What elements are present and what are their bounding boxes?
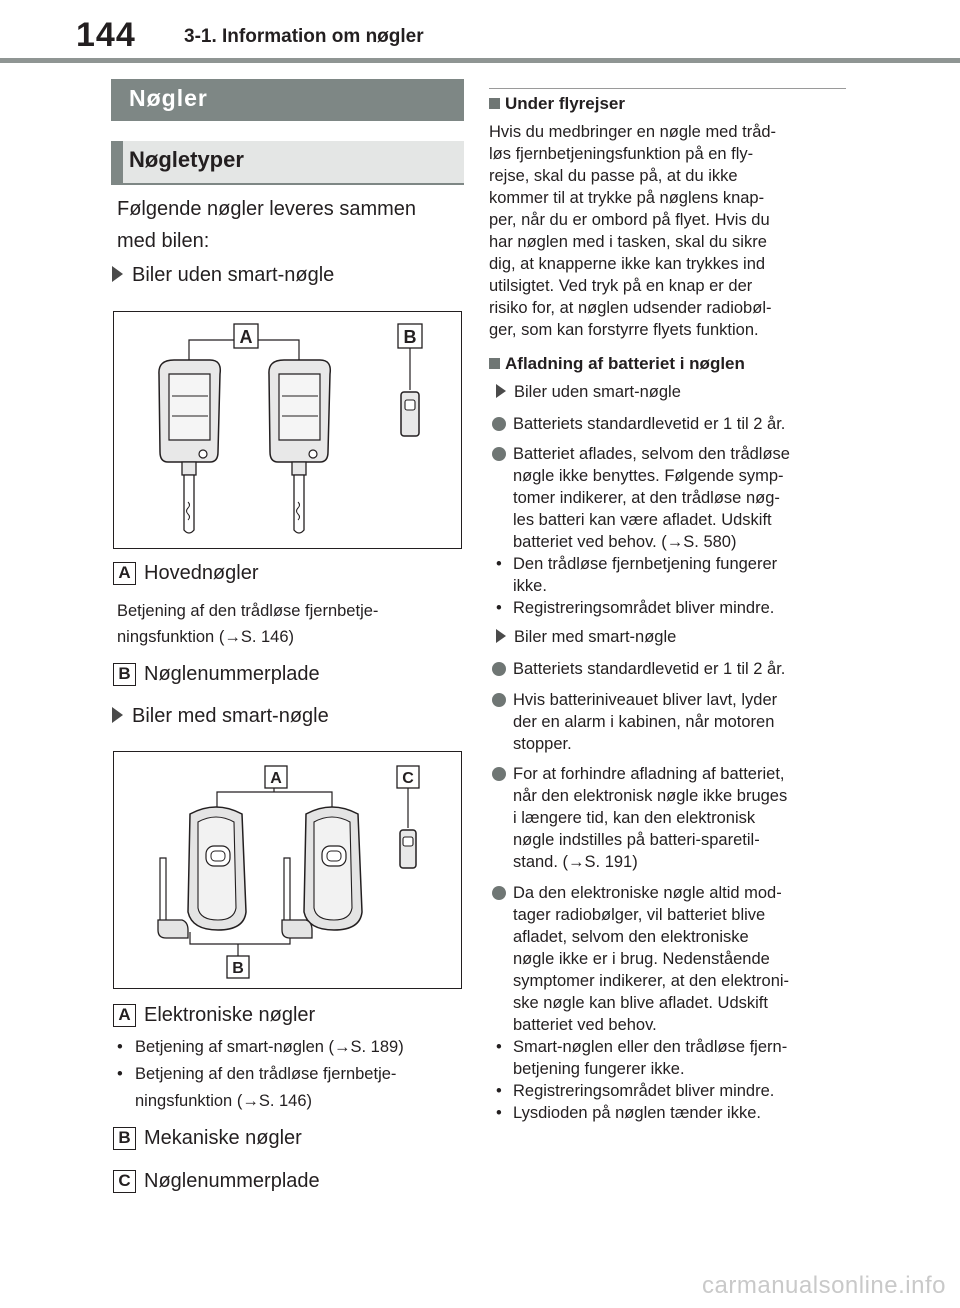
electronic-key-1 xyxy=(188,807,246,930)
line: stand. (→S. 191) xyxy=(513,853,638,871)
badge-b: B xyxy=(113,1127,136,1150)
legend-item-key-plate xyxy=(113,663,320,686)
circle-bullet-icon xyxy=(492,447,506,461)
line: batteriet ved behov. xyxy=(513,1016,657,1034)
circle-bullet-icon xyxy=(492,693,506,707)
figure-keys-with-smart-key xyxy=(113,751,462,989)
line: Registreringsområdet bliver mindre. xyxy=(513,599,775,617)
group2-title: Biler med smart-nøgle xyxy=(132,705,329,727)
note-line-2: ningsfunktion (→S. 146) xyxy=(117,628,295,646)
line: kommer til at trykke på nøglens knap- xyxy=(489,189,765,207)
intro-line-1: Følgende nøgler leveres sammen xyxy=(117,198,417,220)
square-bullet-icon xyxy=(489,98,500,109)
bullet-text: Betjening af den trådløse fjernbetje- xyxy=(135,1065,397,1083)
circle-item-2 xyxy=(489,443,849,553)
badge-a: A xyxy=(113,1004,136,1027)
badge-b: B xyxy=(113,663,136,686)
line: For at forhindre afladning af batteriet, xyxy=(513,765,785,783)
line: utilsigtet. Ved tryk på en knap er der xyxy=(489,277,753,295)
key-number-plate xyxy=(401,392,419,436)
circle-bullet-icon xyxy=(492,417,506,431)
group1-heading xyxy=(112,264,334,287)
page-header xyxy=(0,0,960,68)
right-column-rule xyxy=(489,88,846,89)
legend-item-mechanical-keys xyxy=(113,1127,302,1150)
line: nøgle indstilles på batteri-sparetil- xyxy=(513,831,760,849)
circle-bullet-icon xyxy=(492,886,506,900)
fig2-label-b: B xyxy=(232,960,244,977)
line: Batteriet aflades, selvom den trådløse xyxy=(513,445,790,463)
line: Lysdioden på nøglen tænder ikke. xyxy=(513,1104,761,1122)
triangle-bullet-icon xyxy=(496,629,506,643)
watermark: carmanualsonline.info xyxy=(702,1272,946,1299)
legend-item-electronic-keys xyxy=(113,1004,315,1027)
chapter-title: 3-1. Information om nøgler xyxy=(184,26,424,47)
circle-item-6 xyxy=(489,882,849,1036)
line: Den trådløse fjernbetjening fungerer xyxy=(513,555,778,573)
label-key-plate-2: Nøglenummerplade xyxy=(144,1170,320,1192)
line: i længere tid, kan den elektronisk xyxy=(513,809,756,827)
dot-item-3: • Smart-nøglen eller den trådløse fjern- betjening fungerer ikke. xyxy=(489,1036,849,1080)
label-mechanical-keys: Mekaniske nøgler xyxy=(144,1127,302,1149)
line: Batteriets standardlevetid er 1 til 2 år. xyxy=(513,660,786,678)
line: Da den elektroniske nøgle altid mod- xyxy=(513,884,782,902)
line: der en alarm i kabinen, når motoren xyxy=(513,713,775,731)
line: dig, at knapperne ikke kan trykkes ind xyxy=(489,255,766,273)
line: Batteriets standardlevetid er 1 til 2 år. xyxy=(513,415,786,433)
bullet-text: Betjening af smart-nøglen (→S. 189) xyxy=(135,1038,404,1056)
line: nøgle ikke er i brug. Nedenstående xyxy=(513,950,770,968)
line: ske nøgle kan blive afladet. Udskift xyxy=(513,994,768,1012)
page-number: 144 xyxy=(76,16,136,54)
section-title: Nøgler xyxy=(129,85,208,111)
label-main-keys: Hovednøgler xyxy=(144,562,259,584)
square-bullet-icon xyxy=(489,358,500,369)
line: symptomer indikerer, at den elektroni- xyxy=(513,972,790,990)
sub2-text: Biler med smart-nøgle xyxy=(514,628,677,646)
circle-item-3 xyxy=(489,658,849,680)
fig2-label-c: C xyxy=(402,770,414,787)
line: rejse, skal du passe på, at du ikke xyxy=(489,167,738,185)
triangle-bullet-icon xyxy=(112,266,123,282)
label-electronic-keys: Elektroniske nøgler xyxy=(144,1004,316,1026)
heading-battery xyxy=(489,354,745,374)
legend-item-key-plate-2 xyxy=(113,1170,320,1193)
line: ikke. xyxy=(513,577,547,595)
line: Hvis batteriniveauet bliver lavt, lyder xyxy=(513,691,778,709)
main-key-2 xyxy=(269,360,330,533)
sub-heading-without-smart xyxy=(496,383,681,402)
fig1-label-a: A xyxy=(239,327,253,347)
bullet-wireless-remote-cont: ningsfunktion (→S. 146) xyxy=(135,1092,313,1110)
line: når den elektronisk nøgle ikke bruges xyxy=(513,787,788,805)
line: les batteri kan være afladet. Udskift xyxy=(513,511,772,529)
triangle-bullet-icon xyxy=(112,707,123,723)
key-number-plate-2 xyxy=(400,830,416,868)
line: har nøglen med i tasken, skal du sikre xyxy=(489,233,767,251)
line: risiko for, at nøglen udsender radiobøl- xyxy=(489,299,772,317)
section-title-bar xyxy=(111,79,464,121)
line: tager radiobølger, vil batteriet blive xyxy=(513,906,766,924)
header-rule xyxy=(0,58,960,63)
badge-c: C xyxy=(113,1170,136,1193)
line: stopper. xyxy=(513,735,572,753)
mechanical-key-1 xyxy=(158,858,188,938)
intro-line-2: med bilen: xyxy=(117,230,210,252)
line: Hvis du medbringer en nøgle med tråd- xyxy=(489,123,777,141)
heading-flights-text: Under flyrejser xyxy=(505,94,625,113)
dot-item-4: • Registreringsområdet bliver mindre. xyxy=(489,1080,849,1102)
badge-a: A xyxy=(113,562,136,585)
heading-battery-text: Afladning af batteriet i nøglen xyxy=(505,354,745,373)
line: batteriet ved behov. (→S. 580) xyxy=(513,533,737,551)
subsection-title: Nøgletyper xyxy=(129,147,244,172)
dot-item-1: • Den trådløse fjernbetjening fungerer ikke. xyxy=(489,553,849,597)
line: tomer indikerer, at den trådløse nøg- xyxy=(513,489,780,507)
line: Registreringsområdet bliver mindre. xyxy=(513,1082,775,1100)
bullet-wireless-remote: • Betjening af den trådløse fjernbetje- xyxy=(117,1065,397,1083)
line: løs fjernbetjeningsfunktion på en fly- xyxy=(489,145,754,163)
figure-keys-without-smart-key xyxy=(113,311,462,549)
label-key-plate: Nøglenummerplade xyxy=(144,663,320,685)
fig2-label-a: A xyxy=(270,770,282,787)
paragraph-flights xyxy=(489,121,849,341)
note-line-1: Betjening af den trådløse fjernbetje- xyxy=(117,602,379,620)
fig1-label-b: B xyxy=(403,327,417,347)
group2-heading xyxy=(112,705,329,728)
subsection-title-bar xyxy=(111,141,464,185)
line: per, når du er ombord på flyet. Hvis du xyxy=(489,211,770,229)
line: betjening fungerer ikke. xyxy=(513,1060,685,1078)
line: nøgle ikke benyttes. Følgende symp- xyxy=(513,467,784,485)
dot-item-2: • Registreringsområdet bliver mindre. xyxy=(489,597,849,619)
heading-flights xyxy=(489,94,625,114)
line: ger, som kan forstyrre flyets funktion. xyxy=(489,321,759,339)
legend-item-main-keys xyxy=(113,562,259,585)
circle-bullet-icon xyxy=(492,662,506,676)
sub-heading-with-smart xyxy=(496,628,676,647)
line: afladet, selvom den elektroniske xyxy=(513,928,749,946)
electronic-key-2 xyxy=(304,807,362,930)
circle-item-1 xyxy=(489,413,849,435)
bullet-smart-key-operation: • Betjening af smart-nøglen (→S. 189) xyxy=(117,1038,404,1056)
dot-item-5: • Lysdioden på nøglen tænder ikke. xyxy=(489,1102,849,1124)
triangle-bullet-icon xyxy=(496,384,506,398)
keys-illustration xyxy=(114,312,460,547)
circle-item-5 xyxy=(489,763,849,873)
main-key-1 xyxy=(159,360,220,533)
group1-title: Biler uden smart-nøgle xyxy=(132,264,335,286)
line: Smart-nøglen eller den trådløse fjern- xyxy=(513,1038,788,1056)
circle-bullet-icon xyxy=(492,767,506,781)
smart-keys-illustration xyxy=(114,752,460,987)
circle-item-4 xyxy=(489,689,849,755)
sub1-text: Biler uden smart-nøgle xyxy=(514,383,681,401)
